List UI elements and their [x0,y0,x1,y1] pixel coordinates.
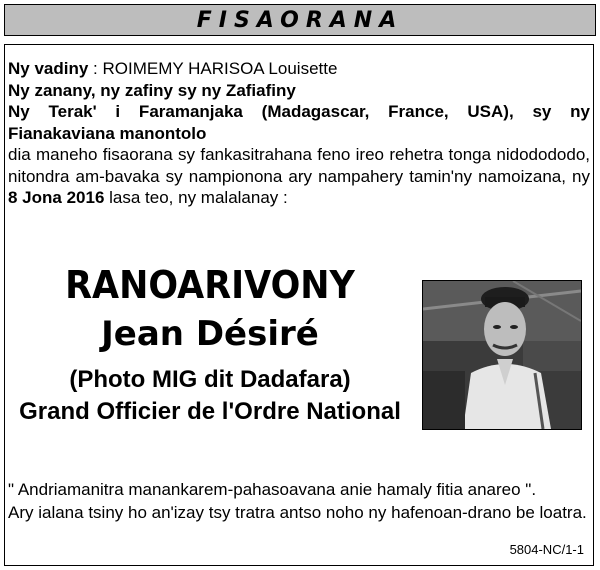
portrait-photo-icon [423,281,581,429]
thanks-paragraph: dia maneho fisaorana sy fankasitrahana feno ireo rehetra tonga nidodododo, nitondra am-bavaka sy nampionona ary nampahery tamin'ny namoizana, ny 8 Jona 2016 lasa teo, ny malalanay : [8,145,590,207]
closing-section [8,478,590,524]
deceased-block [8,262,412,428]
family-line: Ny Terak' i Faramanjaka (Madagascar, France, USA), sy ny [8,102,590,121]
death-date: 8 Jona 2016 [8,188,105,207]
widow-label: Ny vadiny [8,59,89,78]
deceased-surname: RANOARIVONY [65,263,355,307]
intro-section [8,58,590,209]
reference-code: 5804-NC/1-1 [509,542,584,557]
portrait-photo [422,280,582,430]
widow-name: ROIMEMY HARISOA Louisette [102,59,338,78]
family-line-2: Fianakaviana manontolo [8,123,207,143]
header-title: FISAORANA [196,7,404,33]
deceased-title: Grand Officier de l'Ordre National [19,398,401,425]
widow-line: Ny vadiny : ROIMEMY HARISOA Louisette [8,59,338,78]
children-line: Ny zanany, ny zafiny sy ny Zafiafiny [8,80,296,100]
closing-text: Ary ialana tsiny ho an'izay tsy tratra antso noho ny hafenoan-drano be loatra. [8,503,587,522]
header-banner [4,4,596,36]
closing-quote: " Andriamanitra manankarem-pahasoavana anie hamaly fitia anareo ". [8,480,537,499]
deceased-firstname: Jean Désiré [101,314,319,354]
deceased-alias: (Photo MIG dit Dadafara) [69,366,351,393]
